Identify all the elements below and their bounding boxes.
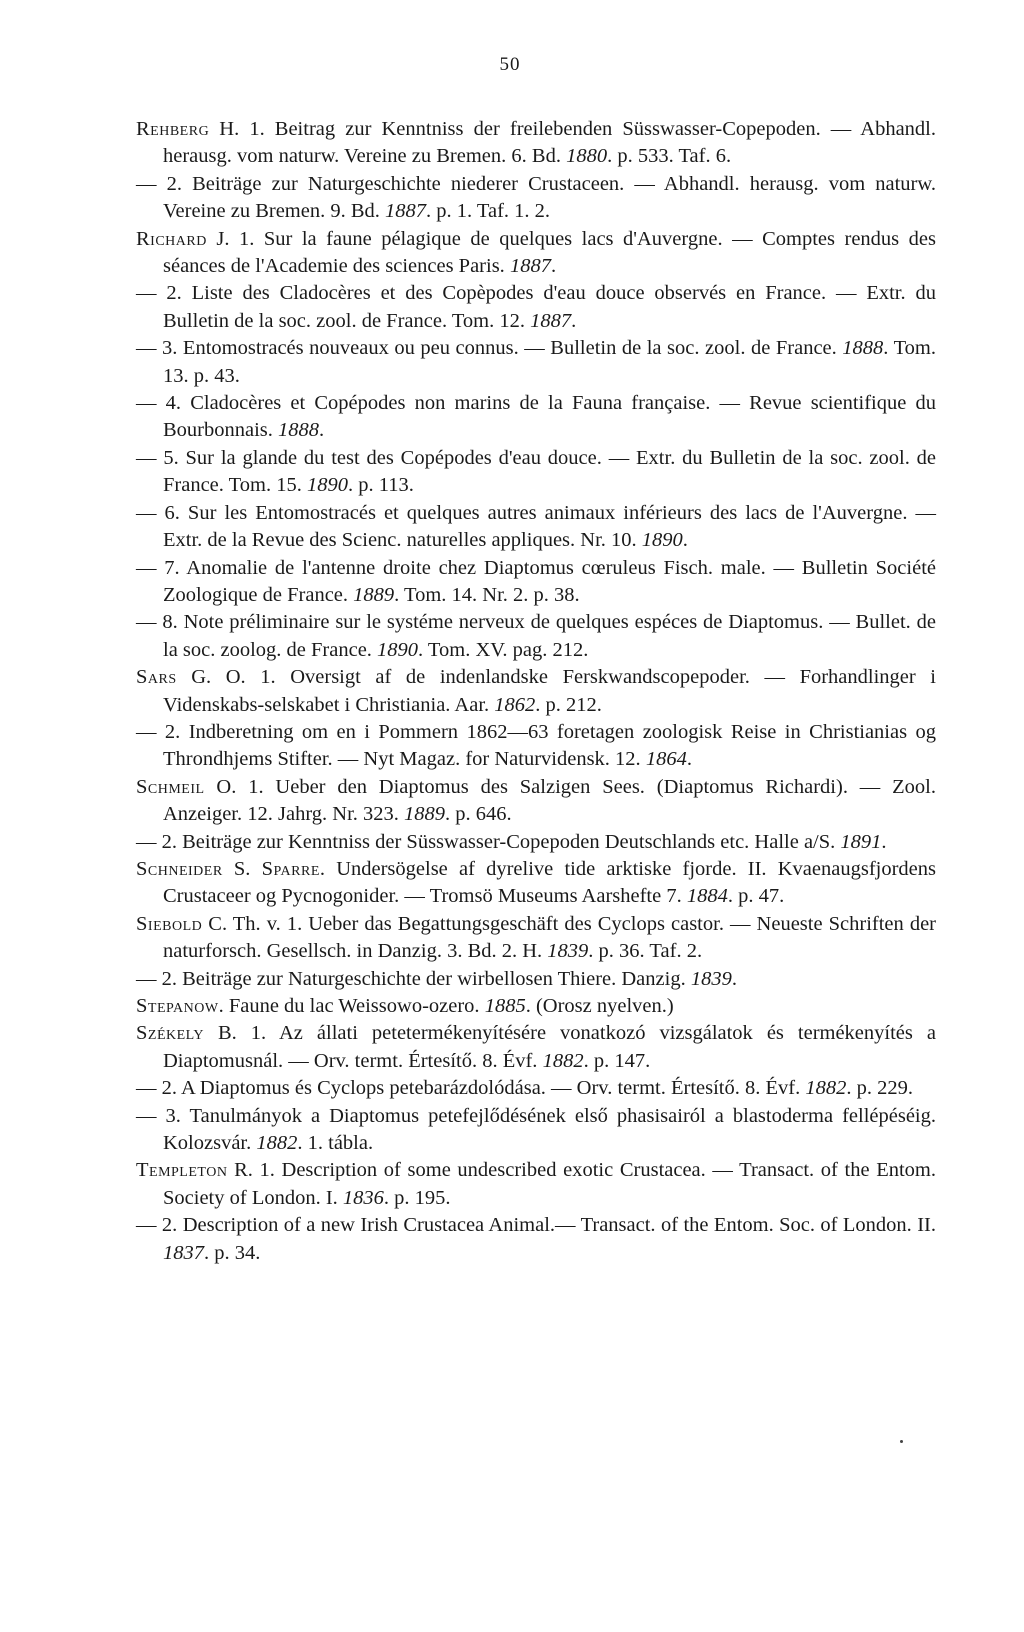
author-name: Schneider — [136, 857, 223, 880]
entry-text: — 8. Note préliminaire sur le systéme nerveux de quelques espéces de Diaptomus. — Bullet. de la soc. zoolog. de France. — [136, 611, 936, 661]
entry-year: 1837 — [163, 1241, 204, 1264]
entry-text: 1. Description of some undescribed exotic Crustacea. — Transact. of the Entom. Society of London. I. — [163, 1159, 936, 1209]
entry-tail: . 1. tábla. — [297, 1132, 374, 1155]
entry-tail: . Tom. XV. pag. 212. — [418, 638, 589, 661]
author-name: Siebold — [136, 912, 203, 935]
entry-text: . Undersögelse af dyrelive tide arktiske fjorde. II. Kvaenaugsfjordens Crustaceer og Pycnogonider. — Tromsö Museums Aarshefte 7. — [163, 857, 936, 908]
entry-year: 1887 — [385, 200, 427, 223]
entry-year: 1888 — [278, 419, 320, 442]
entry-text: — 2. Beiträge zur Kenntniss der Süsswasser-Copepoden Deutschlands etc. Halle a/S. — [136, 830, 841, 853]
entry-year: 1862 — [494, 693, 536, 716]
print-speck — [900, 1440, 903, 1443]
entry-tail: . p. 1. Taf. 1. 2. — [426, 200, 551, 223]
entry-year: 1882 — [542, 1049, 584, 1072]
entry-text: 1. Beitrag zur Kenntniss der freilebenden Süsswasser-Copepoden. — Abhandl. herausg. vom naturw. Vereine zu Bremen. 6. Bd. — [163, 118, 936, 168]
entry-text: — 6. Sur les Entomostracés et quelques autres animaux inférieurs des lacs de l'Auvergne. — Extr. de la Revue des Scienc. naturelles appliques. Nr. 10. — [136, 501, 936, 552]
entry-year: 1839 — [547, 940, 589, 963]
entry-tail: . (Orosz nyelven.) — [525, 995, 674, 1017]
author-name: Schmeil — [136, 775, 205, 798]
entry-year: 1884 — [686, 885, 728, 908]
entry-year: 1890 — [306, 474, 348, 497]
entry-text: — 2. Liste des Cladocères et des Copèpodes d'eau douce observés en France. — Extr. du Bulletin de la soc. zool. de France. Tom. 12. — [136, 282, 936, 332]
entry-tail: . p. 533. Taf. 6. — [607, 145, 732, 168]
entry-tail: . — [686, 748, 692, 771]
bibliography-entry — [136, 774, 936, 829]
entry-tail: . p. 147. — [583, 1049, 651, 1072]
entry-tail: . p. 113. — [347, 474, 414, 497]
entry-tail: . p. 34. — [204, 1241, 261, 1264]
entry-text: — 2. Beiträge zur Naturgeschichte der wirbellosen Thiere. Danzig. — [136, 967, 691, 990]
author-name: Székely — [136, 1022, 204, 1045]
entry-text: — 3. Entomostracés nouveaux ou peu connus. — Bulletin de la soc. zool. de France. — [136, 337, 843, 360]
entry-text: 1. Sur la faune pélagique de quelques lacs d'Auvergne. — Comptes rendus des séances de l'Academie des sciences Paris. — [163, 227, 936, 278]
bibliography-entry — [136, 171, 936, 226]
entry-text: 1. Oversigt af de indenlandske Ferskwandscopepoder. — Forhandlinger i Videnskabs-selskabet i Christiania. Aar. — [163, 666, 936, 716]
entry-tail: . p. 36. Taf. 2. — [588, 940, 703, 963]
bibliography-entry — [136, 664, 936, 719]
entry-tail: . — [682, 529, 688, 552]
page-number: 50 — [499, 54, 521, 75]
bibliography-entry — [136, 829, 936, 856]
entry-text: — 7. Anomalie de l'antenne droite chez Diaptomus cœruleus Fisch. male. — Bulletin Société Zoologique de France. — [136, 556, 936, 606]
entry-year: 1836 — [342, 1186, 384, 1209]
entry-year: 1890 — [377, 638, 419, 661]
bibliography-entry — [136, 1103, 936, 1158]
bibliography-entry — [136, 993, 936, 1020]
entry-tail: . — [731, 967, 737, 990]
bibliography-entry — [136, 390, 936, 445]
author-initials: R. — [227, 1159, 253, 1182]
author-initials: O. — [204, 775, 237, 798]
entry-text: — 2. Beiträge zur Naturgeschichte niederer Crustaceen. — Abhandl. herausg. vom naturw. Vereine zu Bremen. 9. Bd. — [136, 172, 936, 223]
entry-year: 1839 — [690, 967, 732, 990]
author-name: Templeton — [136, 1159, 228, 1182]
co-author-name: Sparre — [261, 857, 320, 880]
entry-text: — 2. Indberetning om en i Pommern 1862—63 foretagen zoologisk Reise in Christianias og Throndhjems Stifter. — Nyt Magaz. for Naturvidensk. 12. — [136, 720, 936, 771]
entry-text: — 5. Sur la glande du test des Copépodes d'eau douce. — Extr. du Bulletin de la soc. zool. de France. Tom. 15. — [136, 446, 936, 497]
entry-year: 1890 — [641, 529, 683, 552]
bibliography-entry — [136, 280, 936, 335]
entry-tail: . Tom. 13. p. 43. — [163, 337, 936, 387]
author-name: Stepanow — [136, 995, 219, 1017]
entry-text: 1. Ueber den Diaptomus des Salzigen Sees. (Diaptomus Richardi). — Zool. Anzeiger. 12. Jahrg. Nr. 323. — [163, 775, 936, 826]
bibliography-entry — [136, 555, 936, 610]
entry-text: Faune du lac Weissowo-ozero. — [223, 995, 485, 1017]
entry-year: 1882 — [256, 1132, 298, 1155]
bibliography-entry — [136, 445, 936, 500]
entry-tail: . Tom. 14. Nr. 2. p. 38. — [394, 583, 580, 606]
author-initials: G. O. — [176, 666, 246, 689]
entry-year: 1891 — [840, 830, 882, 853]
bibliography-entry — [136, 966, 936, 993]
entry-tail: . p. 212. — [535, 693, 602, 716]
entry-tail: . p. 47. — [727, 885, 785, 908]
entry-tail: . p. 195. — [383, 1186, 451, 1209]
entry-tail: . — [319, 419, 325, 442]
author-name: Rehberg — [136, 118, 210, 140]
author-initials: J. — [206, 227, 230, 250]
entry-tail: . p. 229. — [846, 1077, 913, 1100]
bibliography-entry — [136, 856, 936, 911]
entry-text: — 2. Description of a new Irish Crustacea Animal.— Transact. of the Entom. Soc. of London. II. — [136, 1214, 936, 1237]
bibliography-entry — [136, 719, 936, 774]
author-name: Sars — [136, 666, 177, 689]
entry-year: 1882 — [805, 1077, 847, 1100]
bibliography-entry — [136, 911, 936, 966]
author-initials: . — [218, 995, 224, 1017]
entry-year: 1889 — [353, 583, 395, 606]
entry-text: — 2. A Diaptomus és Cyclops petebarázdolódása. — Orv. termt. Értesítő. 8. Évf. — [136, 1077, 806, 1100]
entry-year: 1887 — [530, 309, 572, 332]
entry-year: 1887 — [509, 255, 551, 278]
entry-text: 1. Az állati petetermékenyítésére vonatkozó vizsgálatok és termékenyítés a Diaptomusnál. — Orv. termt. Értesítő. 8. Évf. — [163, 1022, 936, 1072]
entry-year: 1880 — [566, 145, 608, 168]
entry-year: 1885 — [484, 995, 526, 1017]
entry-year: 1889 — [404, 803, 446, 826]
entry-text: 1. Ueber das Begattungsgeschäft des Cyclops castor. — Neueste Schriften der naturforsch. Gesellsch. in Danzig. 3. Bd. 2. H. — [163, 912, 937, 963]
bibliography-entry — [136, 1212, 936, 1267]
entry-text: — 4. Cladocères et Copépodes non marins de la Fauna française. — Revue scientifique du Bourbonnais. — [136, 392, 936, 442]
author-initials: B. — [203, 1022, 237, 1045]
bibliography-entry — [136, 226, 936, 281]
entry-tail: . — [881, 830, 887, 853]
bibliography-entry — [136, 335, 936, 390]
author-initials: S. — [222, 857, 262, 880]
bibliography-entry — [136, 1157, 936, 1212]
entry-year: 1888 — [842, 337, 884, 360]
bibliography-entry — [136, 116, 936, 171]
entry-text: — 3. Tanulmányok a Diaptomus petefejlődésének első phasisairól a blastoderma fellépéséig. Kolozsvár. — [136, 1104, 936, 1155]
bibliography-entry — [136, 500, 936, 555]
author-initials: H. — [209, 118, 240, 140]
bibliography-list — [136, 116, 936, 1267]
author-initials: C. Th. v. — [202, 912, 281, 935]
bibliography-entry — [136, 1075, 936, 1102]
entry-year: 1864 — [645, 748, 687, 771]
entry-tail: . p. 646. — [445, 803, 512, 826]
entry-tail: . — [550, 255, 557, 278]
author-name: Richard — [136, 227, 207, 250]
entry-tail: . — [571, 309, 577, 332]
bibliography-entry — [136, 1020, 936, 1075]
bibliography-entry — [136, 609, 936, 664]
